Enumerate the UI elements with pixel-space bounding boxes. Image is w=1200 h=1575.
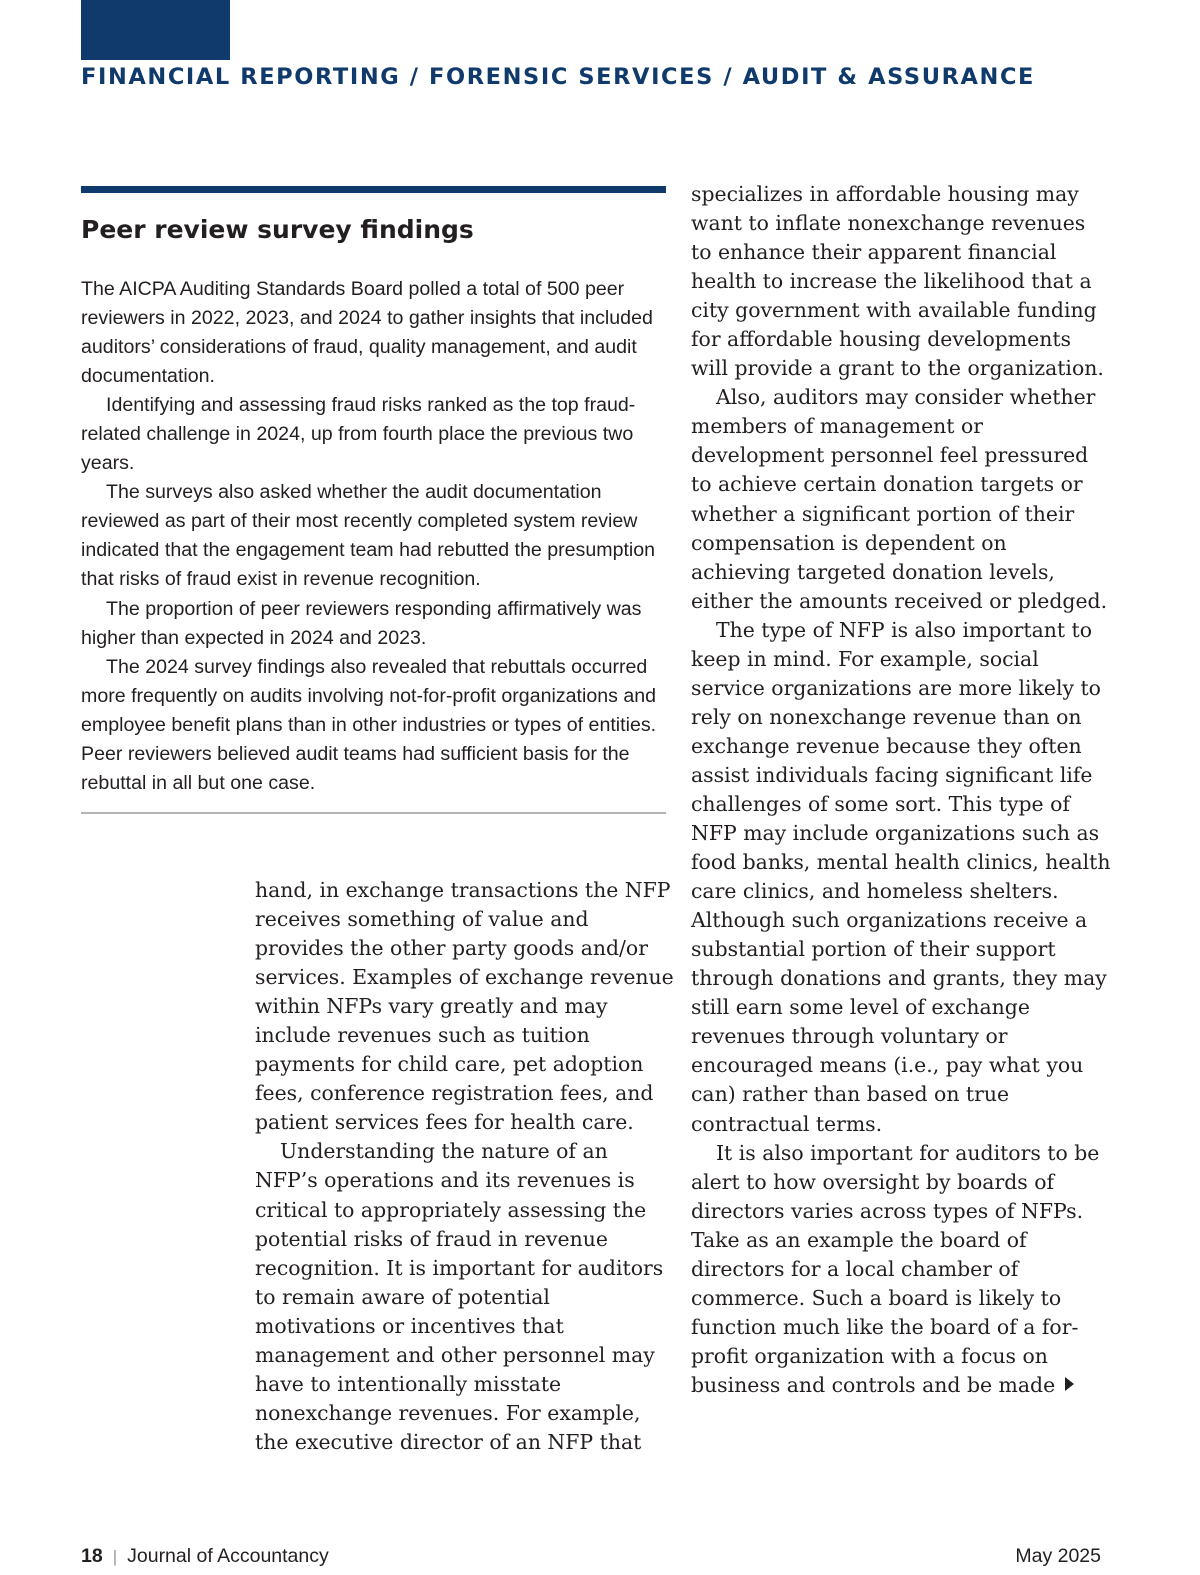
sidebar-paragraph: The 2024 survey findings also revealed that rebuttals occurred more frequently on audits involving not-for-profit organizations and employee benefit plans than in other industries or types of entities. Peer reviewers believed audit teams had sufficient basis for the rebuttal in all but one case.: [81, 655, 657, 794]
body-paragraph-text: It is also important for auditors to be alert to how oversight by boards of directors varies across types of NFPs. Take as an example the board of directors for a local chamber of commerce. Such a board is likely to function much like the board of a for-profit organization with a focus on business and controls and be made: [691, 1140, 1100, 1397]
body-paragraph: Also, auditors may consider whether members of management or development personnel feel pressured to achieve certain donation targets or whether a significant portion of their compensation is dependent on achieving targeted donation levels, either the amounts received or pledged.: [691, 385, 1108, 613]
publication-name: Journal of Accountancy: [127, 1545, 329, 1567]
sidebar-title: Peer review survey findings: [81, 215, 474, 244]
sidebar-paragraph: The proportion of peer reviewers responding affirmatively was higher than expected in 2024 and 2023.: [81, 597, 642, 649]
sidebar-box: [81, 186, 666, 814]
header-color-block: [81, 0, 230, 60]
footer-left: [81, 1545, 329, 1568]
sidebar-body: [81, 275, 671, 798]
body-paragraph-last: [691, 1139, 1111, 1400]
sidebar-paragraph: The surveys also asked whether the audit documentation reviewed as part of their most recently completed system review indicated that the engagement team had rebutted the presumption that risks of fraud exist in revenue recognition.: [81, 481, 656, 591]
footer-separator: |: [112, 1547, 118, 1566]
page-number: 18: [81, 1545, 103, 1567]
right-column: [691, 180, 1111, 1400]
section-label: FINANCIAL REPORTING / FORENSIC SERVICES / AUDIT & ASSURANCE: [81, 64, 1036, 90]
sidebar-paragraph: The AICPA Auditing Standards Board polled a total of 500 peer reviewers in 2022, 2023, and 2024 to gather insights that included auditors’ considerations of fraud, quality management, and audit documentation.: [81, 278, 653, 388]
body-paragraph: hand, in exchange transactions the NFP receives something of value and provides the other party goods and/or services. Examples of exchange revenue within NFPs vary greatly and may include revenues such as tuition payments for child care, pet adoption fees, conference registration fees, and patient services fees for health care.: [255, 878, 674, 1135]
body-paragraph: The type of NFP is also important to keep in mind. For example, social service organizations are more likely to rely on nonexchange revenue than on exchange revenue because they often assist individuals facing significant life challenges of some sort. This type of NFP may include organizations such as food banks, mental health clinics, health care clinics, and homeless shelters. Although such organizations receive a substantial portion of their support through donations and grants, they may still earn some level of exchange revenues through voluntary or encouraged means (i.e., pay what you can) rather than based on true contractual terms.: [691, 617, 1111, 1136]
body-paragraph: specializes in affordable housing may want to inflate nonexchange revenues to enhance their apparent financial health to increase the likelihood that a city government with available funding for affordable housing developments will provide a grant to the organization.: [691, 182, 1104, 381]
issue-date: May 2025: [1015, 1545, 1101, 1567]
sidebar-paragraph: Identifying and assessing fraud risks ranked as the top fraud-related challenge in 2024, up from fourth place the previous two years.: [81, 394, 636, 475]
body-paragraph: Understanding the nature of an NFP’s operations and its revenues is critical to appropriately assessing the potential risks of fraud in revenue recognition. It is important for auditors to remain aware of potential motivations or incentives that management and other personnel may have to intentionally misstate nonexchange revenues. For example, the executive director of an NFP that: [255, 1139, 664, 1454]
middle-column: [255, 876, 675, 1457]
continue-arrow-icon: [1065, 1377, 1074, 1391]
